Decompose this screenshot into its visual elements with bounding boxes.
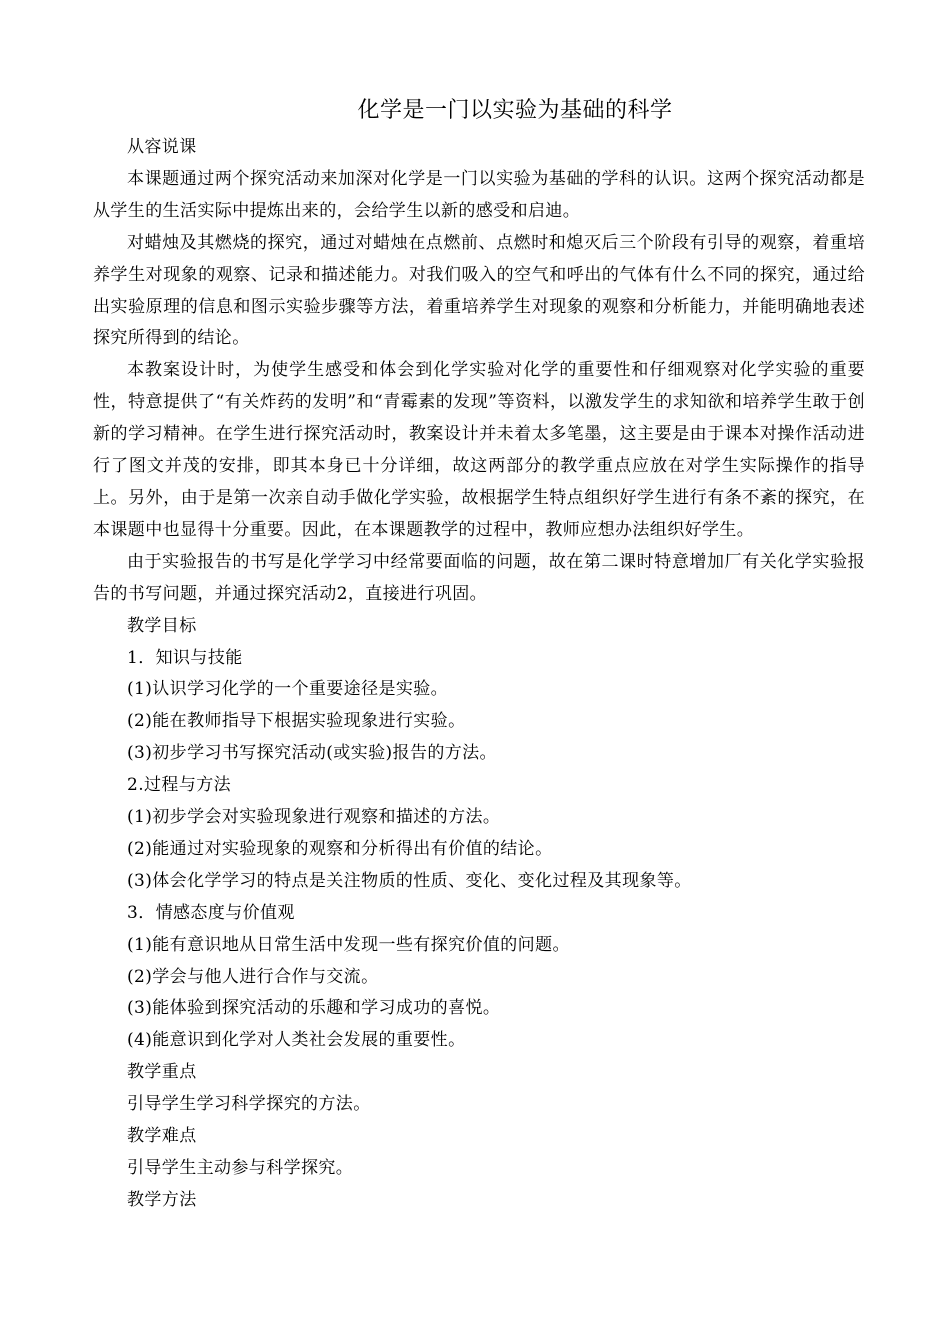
body-paragraph: 对蜡烛及其燃烧的探究，通过对蜡烛在点燃前、点燃时和熄灭后三个阶段有引导的观察，着重培养学生对现象的观察、记录和描述能力。对我们吸入的空气和呼出的气体有什么不同的探究，通过给出实验原理的信息和图示实验步骤等方法，着重培养学生对现象的观察和分析能力，并能明确地表述探究所得到的结论。 [93, 232, 865, 349]
list-item: (2)能在教师指导下根据实验现象进行实验。 [127, 711, 466, 732]
document-title: 化学是一门以实验为基础的科学 [357, 98, 673, 123]
subsection-heading: 1．知识与技能 [127, 647, 243, 668]
section-heading: 教学方法 [127, 1189, 197, 1210]
body-paragraph: 由于实验报告的书写是化学学习中经常要面临的问题，故在第二课时特意增加厂有关化学实验报告的书写问题，并通过探究活动2，直接进行巩固。 [93, 551, 865, 604]
list-item: (3)初步学习书写探究活动(或实验)报告的方法。 [127, 743, 497, 764]
list-item: (2)能通过对实验现象的观察和分析得出有价值的结论。 [127, 838, 553, 859]
section-heading: 从容说课 [127, 137, 197, 157]
body-paragraph: 引导学生主动参与科学探究。 [127, 1158, 354, 1178]
subsection-heading: 2.过程与方法 [127, 775, 232, 796]
list-item: (4)能意识到化学对人类社会发展的重要性。 [127, 1030, 466, 1051]
subsection-heading: 3．情感态度与价值观 [127, 902, 295, 923]
list-item: (3)体会化学学习的特点是关注物质的性质、变化、变化过程及其现象等。 [127, 870, 692, 891]
section-heading: 教学难点 [127, 1126, 197, 1147]
section-heading: 教学目标 [127, 615, 197, 636]
document-body [93, 132, 865, 1217]
body-paragraph: 引导学生学习科学探究的方法。 [127, 1094, 371, 1115]
list-item: (1)初步学会对实验现象进行观察和描述的方法。 [127, 807, 501, 828]
section-heading: 教学重点 [127, 1062, 197, 1083]
list-item: (2)学会与他人进行合作与交流。 [127, 966, 379, 987]
body-paragraph: 本课题通过两个探究活动来加深对化学是一门以实验为基础的学科的认识。这两个探究活动都是从学生的生活实际中提炼出来的，会给学生以新的感受和启迪。 [93, 168, 865, 221]
list-item: (3)能体验到探究活动的乐趣和学习成功的喜悦。 [127, 998, 501, 1019]
body-paragraph: 本教案设计时，为使学生感受和体会到化学实验对化学的重要性和仔细观察对化学实验的重要性，特意提供了“有关炸药的发明”和“青霉素的发现”等资料，以激发学生的求知欲和培养学生敢于创新的学习精神。在学生进行探究活动时，教案设计并未着太多笔墨，这主要是由于课本对操作活动进行了图文并茂的安排，即其本身已十分详细，故这两部分的教学重点应放在对学生实际操作的指导上。另外，由于是第一次亲自动手做化学实验，故根据学生特点组织好学生进行有条不紊的探究，在本课题中也显得十分重要。因此，在本课题教学的过程中，教师应想办法组织好学生。 [93, 360, 865, 540]
list-item: (1)能有意识地从日常生活中发现一些有探究价值的问题。 [127, 934, 570, 955]
list-item: (1)认识学习化学的一个重要途径是实验。 [127, 679, 449, 700]
